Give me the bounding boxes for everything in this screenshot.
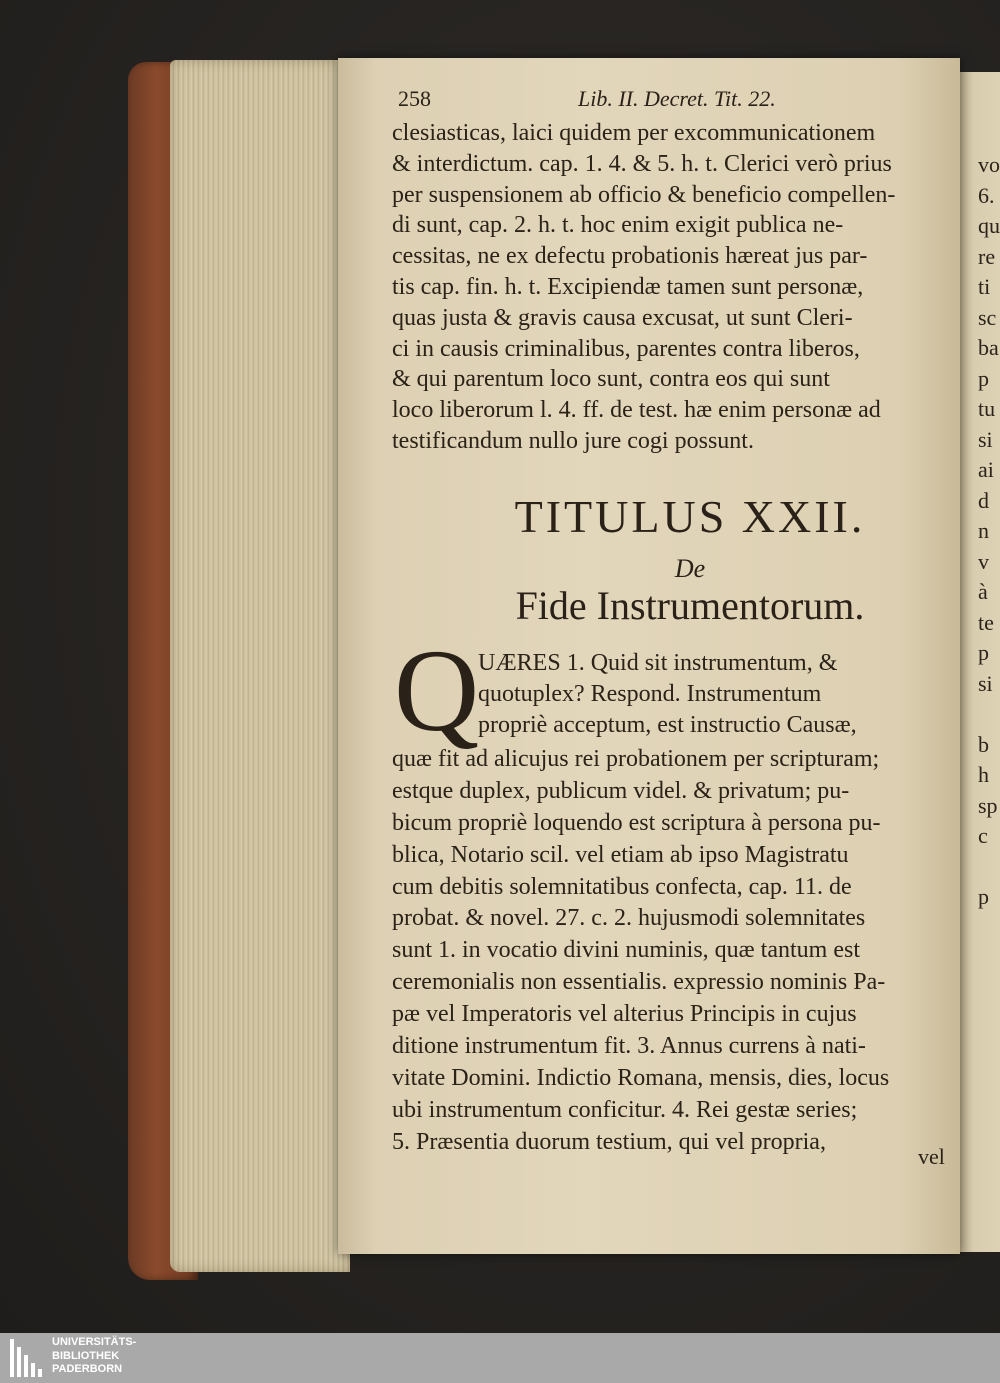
page-header bbox=[398, 86, 958, 116]
title-de: De bbox=[674, 554, 706, 583]
paragraph-dropcap-lines bbox=[478, 648, 857, 740]
text-line: pæ vel Imperatoris vel alterius Principis in cujus bbox=[392, 1001, 857, 1028]
text-line bbox=[978, 1004, 1000, 1035]
text-line: sc bbox=[978, 304, 997, 330]
text-line: h bbox=[978, 762, 989, 787]
text-line: v bbox=[978, 548, 989, 574]
text-line: te bbox=[978, 609, 994, 635]
text-line: re bbox=[978, 243, 996, 269]
text-line bbox=[978, 974, 1000, 1005]
logo-line: PADERBORN bbox=[52, 1363, 123, 1375]
text-line: quæ fit ad alicujus rei probationem per scripturam; bbox=[392, 746, 880, 772]
text-line: UÆRES 1. Quid sit instrumentum, & bbox=[478, 650, 838, 676]
library-logo-text bbox=[52, 1336, 136, 1377]
text-line: quotuplex? Respond. Instrumentum bbox=[478, 680, 822, 707]
text-line: & qui parentum loco sunt, contra eos qui sunt bbox=[392, 366, 830, 393]
text-line bbox=[978, 913, 1000, 944]
paragraph-bottom bbox=[392, 744, 889, 1159]
text-line: bicum propriè loquendo est scriptura à persona pu- bbox=[392, 809, 881, 836]
text-line: ubi instrumentum conficitur. 4. Rei gestæ series; bbox=[392, 1096, 858, 1123]
logo-line: BIBLIOTHEK bbox=[52, 1349, 120, 1362]
text-line: d bbox=[978, 487, 989, 513]
text-line: di sunt, cap. 2. h. t. hoc enim exigit publica ne- bbox=[392, 212, 844, 239]
text-line: loco liberorum l. 4. ff. de test. hæ enim personæ ad bbox=[392, 397, 881, 424]
text-line: 6. bbox=[978, 182, 995, 208]
text-line: testificandum nullo jure cogi possunt. bbox=[392, 427, 754, 454]
text-line: sp bbox=[978, 792, 998, 818]
text-line: si bbox=[978, 670, 993, 696]
running-head: Lib. II. Decret. Tit. 22. bbox=[578, 86, 776, 111]
text-line: clesiasticas, laici quidem per excommunicationem bbox=[392, 120, 876, 146]
text-line: cum debitis solemnitatibus confecta, cap. 11. de bbox=[392, 873, 852, 900]
text-line: vo bbox=[978, 152, 1000, 177]
text-line: cessitas, ne ex defectu probationis hæreat jus par- bbox=[392, 243, 868, 270]
text-line: p bbox=[978, 365, 989, 391]
drop-cap: Q bbox=[394, 625, 480, 756]
text-line: blica, Notario scil. vel etiam ab ipso Magistratu bbox=[392, 841, 849, 868]
facing-page-text bbox=[978, 150, 1000, 1035]
library-footer bbox=[0, 1333, 1000, 1383]
text-line: 5. Præsentia duorum testium, qui vel propria, bbox=[392, 1128, 826, 1155]
text-line: si bbox=[978, 426, 993, 452]
paragraph-top bbox=[392, 118, 895, 457]
text-line: ceremonialis non essentialis. expressio nominis Pa- bbox=[392, 969, 886, 996]
text-line: ditione instrumentum fit. 3. Annus currens à nati- bbox=[392, 1033, 866, 1060]
text-line: ba bbox=[978, 335, 999, 360]
title-subheading: Fide Instrumentorum. bbox=[515, 583, 865, 628]
text-line: estque duplex, publicum videl. & privatum; pu- bbox=[392, 777, 850, 804]
text-line: vitate Domini. Indictio Romana, mensis, dies, locus bbox=[392, 1064, 890, 1091]
text-line: à bbox=[978, 579, 988, 604]
page-edges bbox=[170, 60, 350, 1272]
text-line: propriè acceptum, est instructio Causæ, bbox=[478, 711, 857, 738]
text-line: sunt 1. in vocatio divini numinis, quæ tantum est bbox=[392, 937, 860, 964]
page-number: 258 bbox=[398, 86, 431, 111]
text-line: probat. & novel. 27. c. 2. hujusmodi solemnitates bbox=[392, 905, 866, 932]
text-line: c bbox=[978, 823, 988, 848]
text-line: n bbox=[978, 518, 989, 543]
text-line: tis cap. fin. h. t. Excipiendæ tamen sunt personæ, bbox=[392, 273, 864, 300]
text-line: qu bbox=[978, 213, 1000, 238]
text-line: ci in causis criminalibus, parentes contra liberos, bbox=[392, 335, 860, 362]
text-line bbox=[978, 699, 1000, 730]
text-line bbox=[978, 943, 1000, 974]
text-line: ai bbox=[978, 457, 994, 482]
logo-line: UNIVERSITÄTS- bbox=[52, 1336, 137, 1348]
text-line: p bbox=[978, 640, 989, 665]
text-line: b bbox=[978, 731, 989, 757]
title-heading: TITULUS XXII. bbox=[514, 491, 866, 542]
catchword: vel bbox=[918, 1144, 945, 1169]
text-line: quas justa & gravis causa excusat, ut sunt Cleri- bbox=[392, 304, 853, 331]
text-line bbox=[978, 852, 1000, 883]
text-line: & interdictum. cap. 1. 4. & 5. h. t. Clerici verò prius bbox=[392, 150, 892, 177]
text-line: tu bbox=[978, 396, 996, 421]
text-line: ti bbox=[978, 274, 991, 299]
text-line: p bbox=[978, 884, 989, 909]
library-logo-icon bbox=[10, 1339, 46, 1377]
text-line: per suspensionem ab officio & beneficio compellen- bbox=[392, 181, 896, 208]
